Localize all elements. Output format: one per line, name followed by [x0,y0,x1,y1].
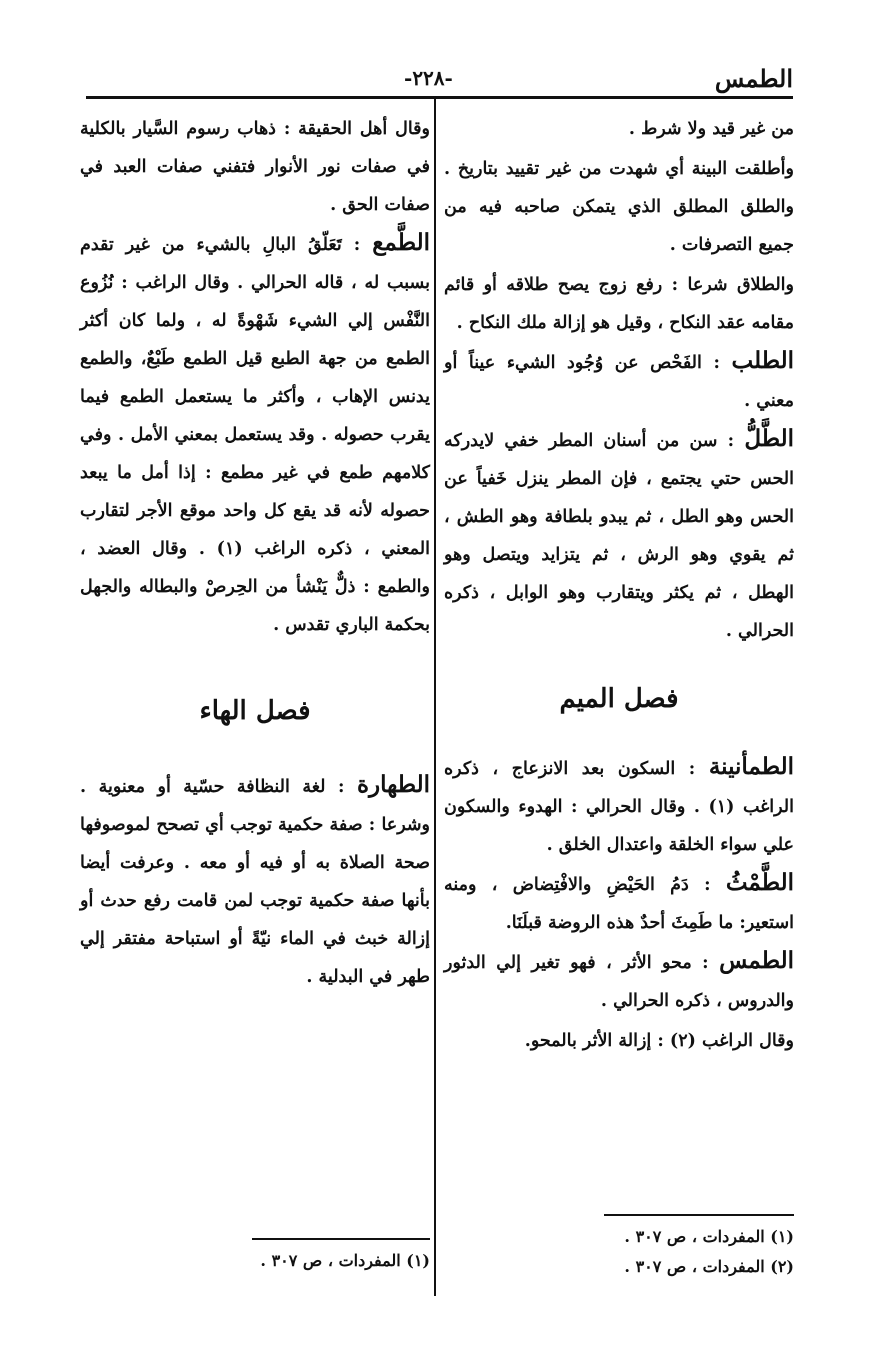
entry-term: الطَّمْثُ [725,869,794,896]
paragraph [80,108,430,224]
paragraph [444,108,794,148]
footnote-rule [604,1214,794,1216]
running-head-word: الطمس [714,64,793,93]
right-footnotes [444,1214,794,1282]
entry-text: : تَعَلّقُ البالِ بالشيء من غير تقدم بسبب له ، قاله الحرالي . وقال الراغب : نُزُوع النَّفْس إلي الشيء شَهْوةً له ، ولما كان أكثر الطمع من جهة الطبع قيل الطمع طَبْعٌ، والطمع يدنس الإهاب ، وأكثر ما يستعمل الطمع فيما يقرب حصوله . وقد يستعمل بمعني الأمل . وفي كلامهم طمع في غير مطمع : إذا أمل ما يبعد حصوله لأنه قد يقع كل واحد موقع الأجر لتقارب المعني ، ذكره الراغب (١) . وقال العضد ، والطمع : ذلٌّ يَنْشأ من الحِرصْ والبطاله والجهل بحكمة الباري تقدس . [80,235,430,635]
page-number: -٢٢٨- [404,66,453,90]
entry-text: : لغة النظافة حسّية أو معنوية . وشرعا : صفة حكمية توجب أي تصحح لموصوفها صحة الصلاة به أو فيه أو معه . وعرفت أيضا بأنها صفة حكمية توجب لمن قامت رفع حدث أو إزالة خبث في الماء نيّةً أو استباحة مفتقر إلي طهر في البدلية . [80,777,430,987]
footnote: (١) المفردات ، ص ٣٠٧ . [624,1227,794,1246]
paragraph [444,148,794,264]
section-title: فصل الهاء [199,696,311,726]
entry-text: وقال الراغب (٢) : إزالة الأثر بالمحو. [524,1031,794,1051]
paragraph [444,748,794,864]
entry-term: الطَّمع [372,229,430,256]
footnote: (٢) المفردات ، ص ٣٠٧ . [624,1257,794,1276]
entry-text: : الفَحْص عن وُجُود الشيء عيناً أو معني . [444,353,794,411]
left-column [80,108,430,996]
paragraph [444,420,794,650]
paragraph [80,224,430,644]
entry-text: وأطلقت البينة أي شهدت من غير تقييد بتاريخ . والطلق المطلق الذي يتمكن صاحبه فيه من جميع التصرفات . [444,159,794,255]
entry-term: الطهارة [356,771,430,798]
entry-text: : سن من أسنان المطر خفي لايدركه الحس حتي يجتمع ، فإن المطر ينزل خَفياً عن الحس وهو الطل ، ثم يبدو بلطافة وهو الطش ، ثم يقوي وهو الرش ، ثم يتزايد ويتصل وهو الهطل ، ثم يكثر ويتقارب وهو الوابل ، ذكره الحرالي . [444,431,794,641]
entry-text: : دَمُ الحَيْضِ والافْتِضاض ، ومنه استعير: ما طَمِثَ أحدٌ هذه الروضة قبلَنَا. [444,875,794,933]
entry-text: : السكون بعد الانزعاج ، ذكره الراغب (١) . وقال الحرالي : الهدوء والسكون علي سواء الخلقة واعتدال الخلق . [444,759,794,855]
header-rule [86,96,793,99]
entry-term: الطمأنينة [708,753,794,780]
footnote: (١) المفردات ، ص ٣٠٧ . [260,1251,430,1270]
right-column [444,108,794,1060]
entry-text: وقال أهل الحقيقة : ذهاب رسوم السَّيار بالكلية في صفات نور الأنوار فتفني صفات العبد في صفات الحق . [80,119,430,215]
entry-term: الطلب [731,347,794,374]
footnote-rule [252,1238,430,1240]
paragraph [444,264,794,342]
paragraph [80,766,430,996]
column-divider [434,98,436,1296]
page-header [86,64,793,94]
entry-text: : محو الأثر ، فهو تغير إلي الدثور والدروس ، ذكره الحرالي . [444,953,794,1011]
paragraph [444,342,794,420]
entry-text: من غير قيد ولا شرط . [628,119,794,139]
left-footnotes [80,1238,430,1276]
section-title: فصل الميم [559,684,679,714]
paragraph [444,1020,794,1060]
entry-text: والطلاق شرعا : رفع زوج يصح طلاقه أو قائم مقامه عقد النكاح ، وقيل هو إزالة ملك النكاح . [444,275,794,333]
paragraph [444,864,794,942]
entry-term: الطمس [719,947,794,974]
entry-term: الطَّلُّ [744,425,794,452]
paragraph [444,942,794,1020]
